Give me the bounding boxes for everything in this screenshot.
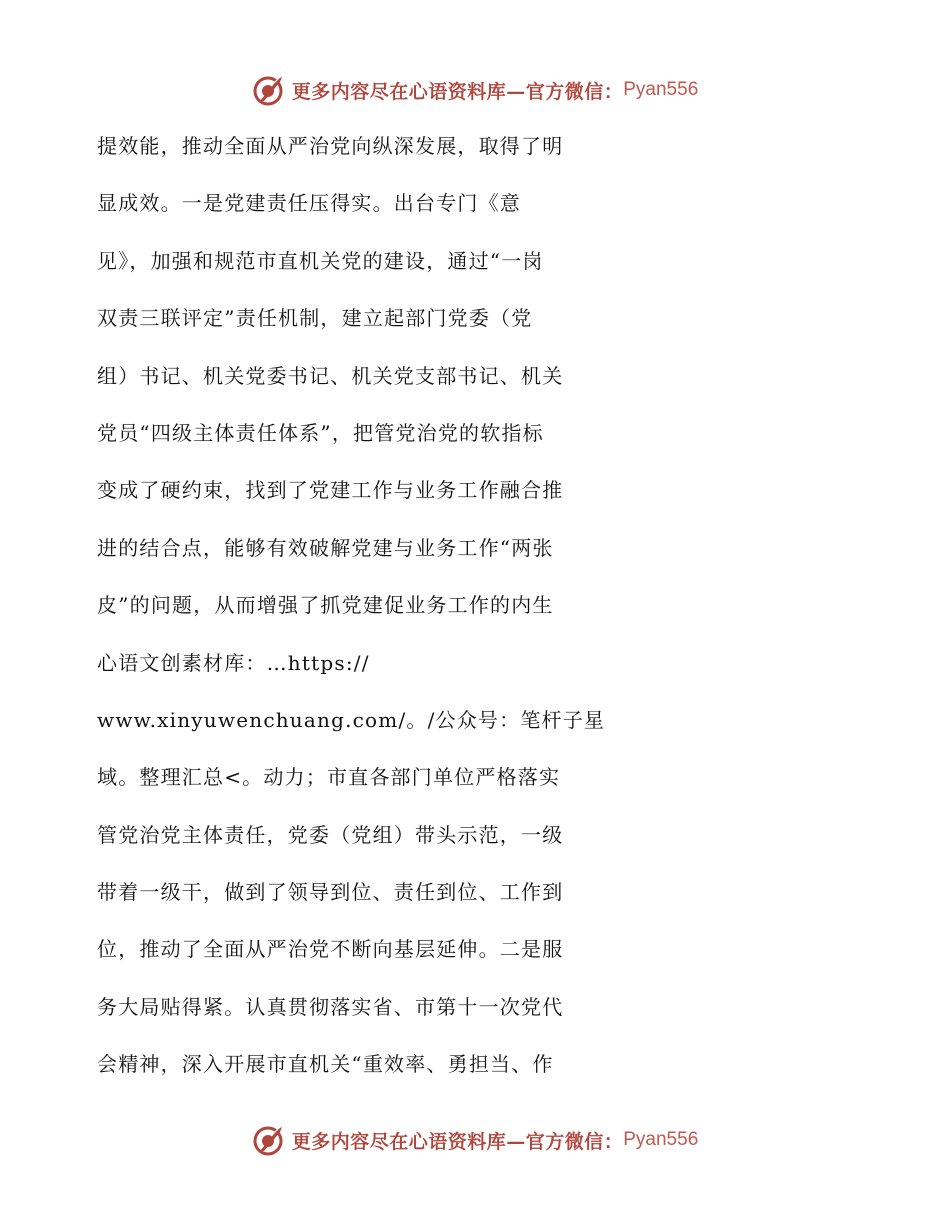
text-line: 组）书记、机关党委书记、机关党支部书记、机关 bbox=[97, 363, 564, 388]
text-line: 心语文创素材库：…https:// bbox=[97, 650, 370, 675]
text-line: 见》，加强和规范市直机关党的建设，通过“一岗 bbox=[97, 248, 544, 273]
banner-brand-text: 更多内容尽在心语资料库—官方微信： bbox=[291, 80, 624, 103]
document-body bbox=[97, 118, 857, 1094]
text-line: 会精神，深入开展市直机关“重效率、勇担当、作 bbox=[97, 1052, 554, 1077]
text-line: 皮”的问题，从而增强了抓党建促业务工作的内生 bbox=[97, 593, 554, 618]
text-line: 带着一级干，做到了领导到位、责任到位、工作到 bbox=[97, 880, 564, 905]
text-line: 党员“四级主体责任体系”，把管党治党的软指标 bbox=[97, 420, 544, 445]
text-line: 双责三联评定”责任机制，建立起部门党委（党 bbox=[97, 306, 533, 331]
text-line: 务大局贴得紧。认真贯彻落实省、市第十一次党代 bbox=[97, 994, 564, 1019]
banner-wechat-handle: Pyan556 bbox=[623, 79, 699, 100]
footer-banner bbox=[0, 1120, 950, 1160]
text-line: 管党治党主体责任，党委（党组）带头示范，一级 bbox=[97, 822, 564, 847]
text-line: 显成效。一是党建责任压得实。出台专门《意 bbox=[97, 191, 521, 216]
text-line: 进的结合点，能够有效破解党建与业务工作“两张 bbox=[97, 535, 554, 560]
text-line: 提效能，推动全面从严治党向纵深发展，取得了明 bbox=[97, 134, 564, 158]
text-line: 变成了硬约束，找到了党建工作与业务工作融合推 bbox=[97, 478, 564, 503]
banner-wechat-handle: Pyan556 bbox=[623, 1129, 699, 1150]
quill-pen-seal-icon bbox=[252, 1123, 286, 1157]
text-line: 位，推动了全面从严治党不断向基层延伸。二是服 bbox=[97, 937, 564, 962]
header-banner bbox=[0, 70, 950, 110]
text-line: 域。整理汇总<。动力；市直各部门单位严格落实 bbox=[97, 765, 561, 790]
text-line-url: www.xinyuwenchuang.com/。/公众号：笔杆子星 bbox=[97, 707, 606, 732]
quill-pen-seal-icon bbox=[252, 73, 286, 107]
banner-brand-text: 更多内容尽在心语资料库—官方微信： bbox=[291, 1130, 624, 1153]
